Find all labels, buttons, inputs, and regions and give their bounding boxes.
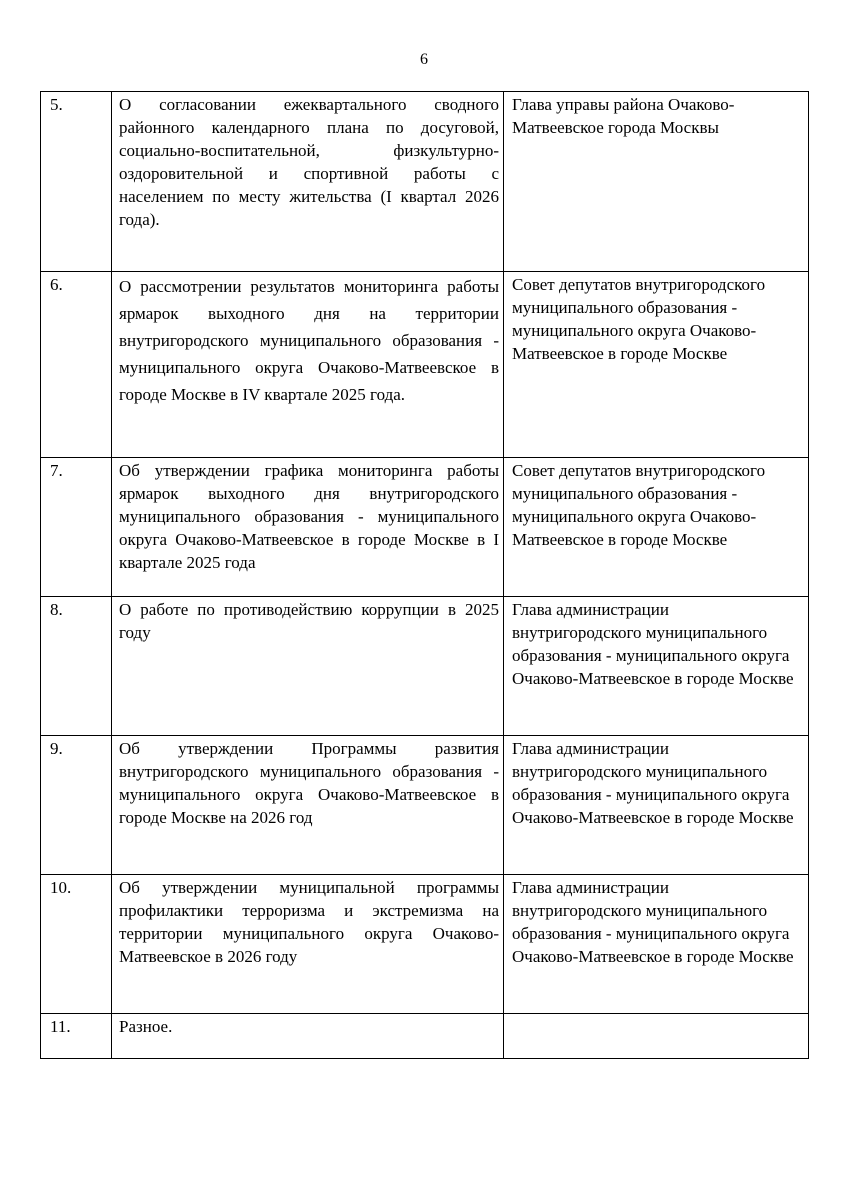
item-subject: О работе по противодействию коррупции в 2025 году xyxy=(112,597,504,736)
table-row xyxy=(41,92,809,272)
table-row xyxy=(41,736,809,875)
item-number: 9. xyxy=(41,736,112,875)
item-responsible: Глава управы района Очаково-Матвеевское города Москвы xyxy=(504,92,809,272)
item-responsible xyxy=(504,1014,809,1059)
item-subject: Об утверждении муниципальной программы профилактики терроризма и экстремизма на территории муниципального округа Очаково-Матвеевское в 2026 году xyxy=(112,875,504,1014)
item-number: 7. xyxy=(41,458,112,597)
table-row xyxy=(41,272,809,458)
item-subject: Разное. xyxy=(112,1014,504,1059)
item-responsible: Совет депутатов внутригородского муниципального образования - муниципального округа Очаково-Матвеевское в городе Москве xyxy=(504,458,809,597)
item-responsible: Глава администрации внутригородского муниципального образования - муниципального округа Очаково-Матвеевское в городе Москве xyxy=(504,597,809,736)
page-number: 6 xyxy=(420,51,428,68)
table-row xyxy=(41,597,809,736)
item-number: 8. xyxy=(41,597,112,736)
table-row xyxy=(41,458,809,597)
table-row xyxy=(41,1014,809,1059)
table-row xyxy=(41,875,809,1014)
item-responsible: Глава администрации внутригородского муниципального образования - муниципального округа Очаково-Матвеевское в городе Москве xyxy=(504,875,809,1014)
item-number: 10. xyxy=(41,875,112,1014)
item-responsible: Совет депутатов внутригородского муниципального образования - муниципального округа Очаково-Матвеевское в городе Москве xyxy=(504,272,809,458)
item-subject: О рассмотрении результатов мониторинга работы ярмарок выходного дня на территории внутригородского муниципального образования - муниципального округа Очаково-Матвеевское в городе Москве в IV квартале 2025 года. xyxy=(112,272,504,458)
item-number: 6. xyxy=(41,272,112,458)
item-responsible: Глава администрации внутригородского муниципального образования - муниципального округа Очаково-Матвеевское в городе Москве xyxy=(504,736,809,875)
item-subject: Об утверждении Программы развития внутригородского муниципального образования - муниципального округа Очаково-Матвеевское в городе Москве на 2026 год xyxy=(112,736,504,875)
item-subject: Об утверждении графика мониторинга работы ярмарок выходного дня внутригородского муниципального образования - муниципального округа Очаково-Матвеевское в городе Москве в I квартале 2025 года xyxy=(112,458,504,597)
item-subject: О согласовании ежеквартального сводного районного календарного плана по досуговой, социально-воспитательной, физкультурно-оздоровительной и спортивной работы с населением по месту жительства (I квартал 2026 года). xyxy=(112,92,504,272)
agenda-table xyxy=(40,91,809,1059)
item-number: 5. xyxy=(41,92,112,272)
item-number: 11. xyxy=(41,1014,112,1059)
